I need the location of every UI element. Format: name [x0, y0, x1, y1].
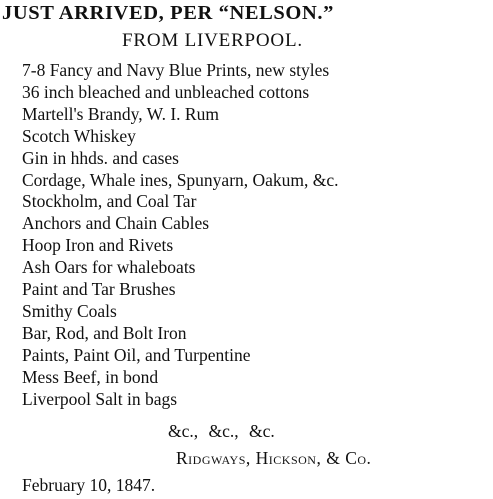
list-item: Paint and Tar Brushes: [22, 279, 176, 300]
ad-date: February 10, 1847.: [22, 475, 156, 495]
list-item: Martell's Brandy, W. I. Rum: [22, 103, 219, 124]
list-item: Cordage, Whale ines, Spunyarn, Oakum, &c.: [22, 169, 339, 190]
list-item: Stockholm, and Coal Tar: [22, 191, 197, 212]
list-item: Bar, Rod, and Bolt Iron: [22, 322, 187, 343]
list-item: Ash Oars for whaleboats: [22, 257, 196, 278]
ad-subheadline: FROM LIVERPOOL.: [122, 30, 303, 51]
list-item: 36 inch bleached and unbleached cottons: [22, 81, 310, 102]
list-item: Paints, Paint Oil, and Turpentine: [22, 344, 251, 365]
list-item: Mess Beef, in bond: [22, 366, 159, 387]
merchant-signature: Ridgways, Hickson, & Co.: [176, 448, 372, 468]
list-item: Hoop Iron and Rivets: [22, 235, 174, 256]
list-item: Smithy Coals: [22, 300, 117, 321]
list-item: Liverpool Salt in bags: [22, 388, 178, 409]
list-item: Gin in hhds. and cases: [22, 147, 179, 168]
list-item: 7-8 Fancy and Navy Blue Prints, new styles: [22, 60, 330, 80]
goods-list: [22, 60, 339, 411]
ad-headline: JUST ARRIVED, PER “NELSON.”: [2, 2, 334, 24]
etcetera-line: &c., &c., &c.: [168, 421, 275, 441]
list-item: Scotch Whiskey: [22, 125, 136, 146]
list-item: Anchors and Chain Cables: [22, 213, 210, 234]
